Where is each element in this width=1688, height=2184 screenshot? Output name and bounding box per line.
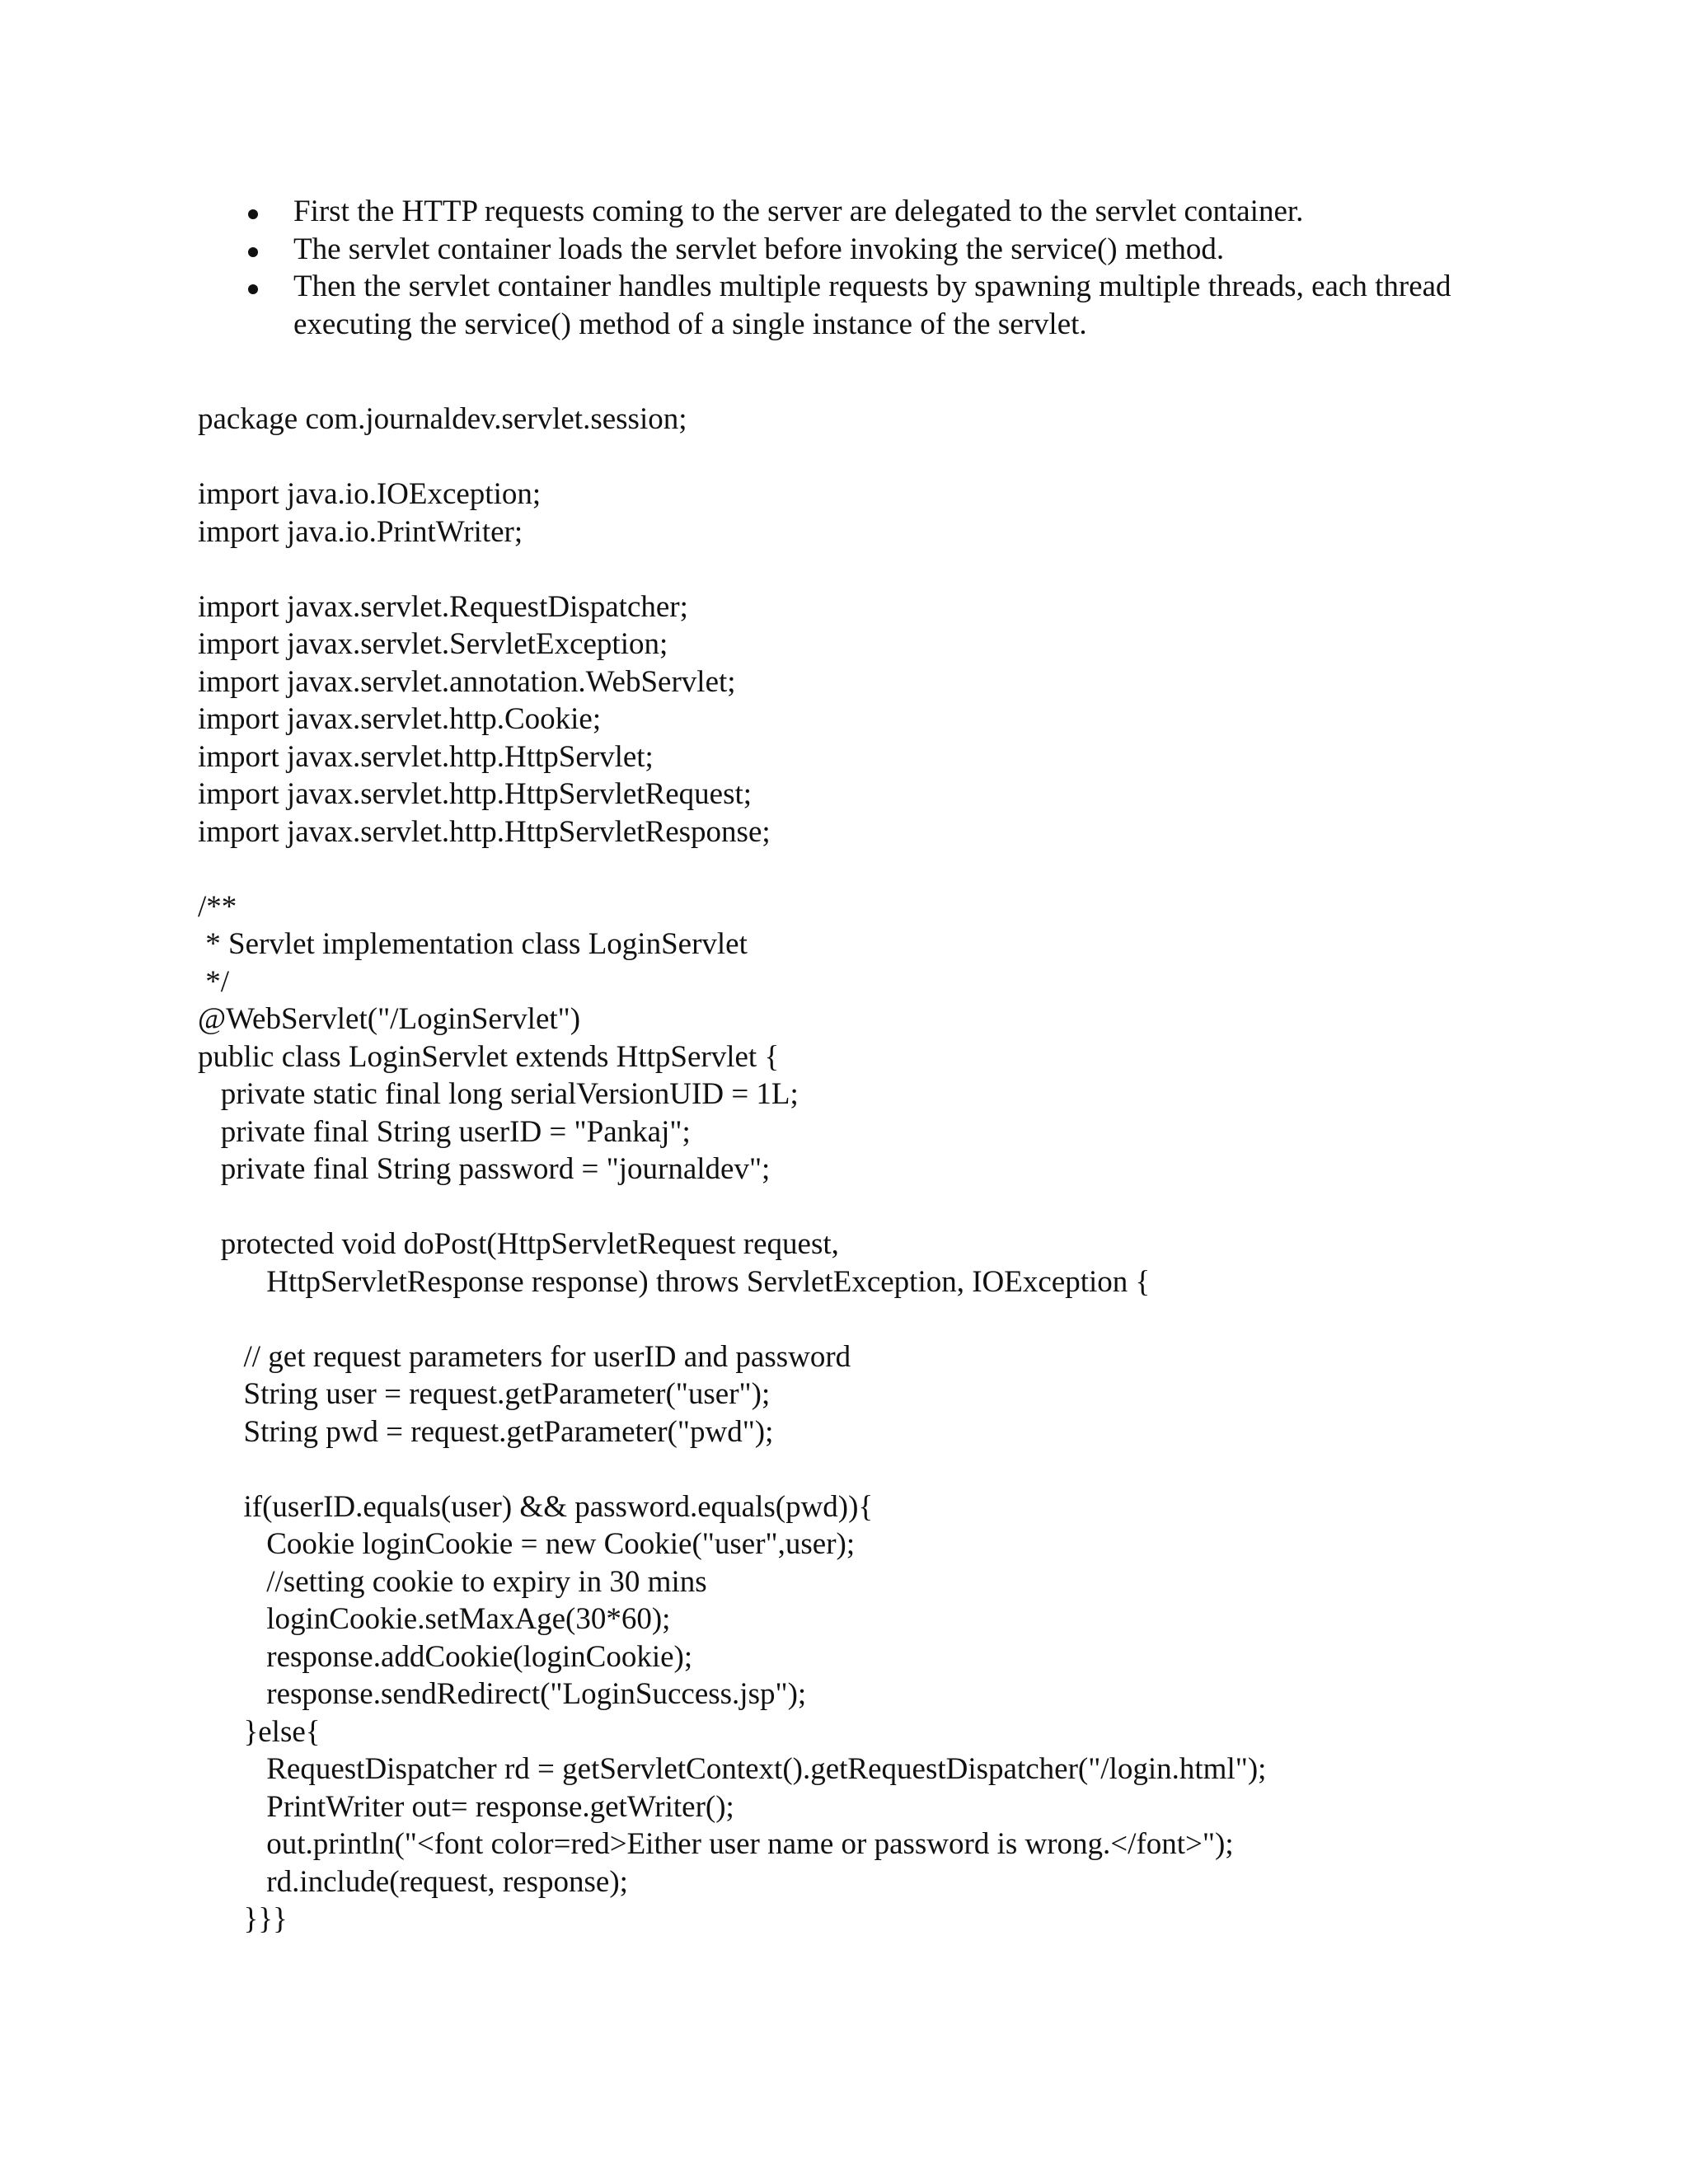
code-line: import javax.servlet.http.HttpServletResponse;	[198, 814, 771, 849]
code-line: */	[198, 964, 230, 999]
code-line: @WebServlet("/LoginServlet")	[198, 1002, 581, 1036]
bullet-text: Then the servlet container handles multiple requests by spawning multiple threads, each thread executing the service() method of a single instance of the servlet.	[293, 269, 1451, 341]
bullet-item	[293, 193, 1464, 231]
code-line: String pwd = request.getParameter("pwd");	[198, 1414, 774, 1449]
code-line: package com.journaldev.servlet.session;	[198, 402, 687, 436]
code-line: import javax.servlet.annotation.WebServlet;	[198, 664, 736, 699]
code-line: protected void doPost(HttpServletRequest request,	[198, 1227, 839, 1261]
code-line: import javax.servlet.RequestDispatcher;	[198, 589, 688, 624]
code-line: private final String userID = "Pankaj";	[198, 1114, 691, 1149]
code-line: private final String password = "journaldev";	[198, 1152, 771, 1186]
code-listing	[198, 401, 1484, 1938]
code-line: // get request parameters for userID and password	[198, 1339, 851, 1374]
code-line: }}}	[198, 1902, 288, 1936]
code-line: HttpServletResponse response) throws ServletException, IOException {	[198, 1264, 1151, 1299]
code-line: Cookie loginCookie = new Cookie("user",user);	[198, 1527, 856, 1561]
code-line: import javax.servlet.ServletException;	[198, 627, 668, 661]
code-line: loginCookie.setMaxAge(30*60);	[198, 1602, 671, 1636]
code-line: public class LoginServlet extends HttpServlet {	[198, 1039, 780, 1074]
bullet-text: First the HTTP requests coming to the server are delegated to the servlet container.	[293, 194, 1304, 228]
code-line: }else{	[198, 1714, 321, 1749]
code-line	[198, 1188, 1484, 1226]
code-line: /**	[198, 889, 237, 924]
code-line: out.println("<font color=red>Either user name or password is wrong.</font>");	[198, 1827, 1234, 1861]
code-line	[198, 1301, 1484, 1338]
code-line: //setting cookie to expiry in 30 mins	[198, 1564, 707, 1599]
code-line: String user = request.getParameter("user");	[198, 1377, 771, 1411]
bullet-dot-icon	[248, 209, 258, 219]
bullet-item	[293, 268, 1464, 343]
bullet-dot-icon	[248, 284, 258, 294]
code-line: response.addCookie(loginCookie);	[198, 1639, 693, 1674]
code-line: import javax.servlet.http.HttpServlet;	[198, 739, 654, 774]
code-line: import javax.servlet.http.Cookie;	[198, 702, 602, 736]
code-line: RequestDispatcher rd = getServletContext().getRequestDispatcher("/login.html");	[198, 1752, 1267, 1786]
bullet-list	[293, 193, 1464, 343]
bullet-dot-icon	[248, 247, 258, 257]
code-line: PrintWriter out= response.getWriter();	[198, 1789, 734, 1824]
code-line: rd.include(request, response);	[198, 1864, 628, 1899]
code-line	[198, 851, 1484, 888]
code-line: * Servlet implementation class LoginServlet	[198, 927, 748, 961]
code-line	[198, 551, 1484, 588]
code-line: import javax.servlet.http.HttpServletRequest;	[198, 777, 753, 811]
bullet-text: The servlet container loads the servlet before invoking the service() method.	[293, 232, 1225, 266]
code-line: private static final long serialVersionUID = 1L;	[198, 1077, 799, 1111]
code-line	[198, 438, 1484, 476]
code-line: response.sendRedirect("LoginSuccess.jsp");	[198, 1677, 807, 1711]
code-line: if(userID.equals(user) && password.equals(pwd)){	[198, 1489, 874, 1524]
code-line: import java.io.PrintWriter;	[198, 514, 523, 549]
code-line	[198, 1451, 1484, 1488]
bullet-item	[293, 231, 1464, 269]
code-line: import java.io.IOException;	[198, 477, 542, 511]
